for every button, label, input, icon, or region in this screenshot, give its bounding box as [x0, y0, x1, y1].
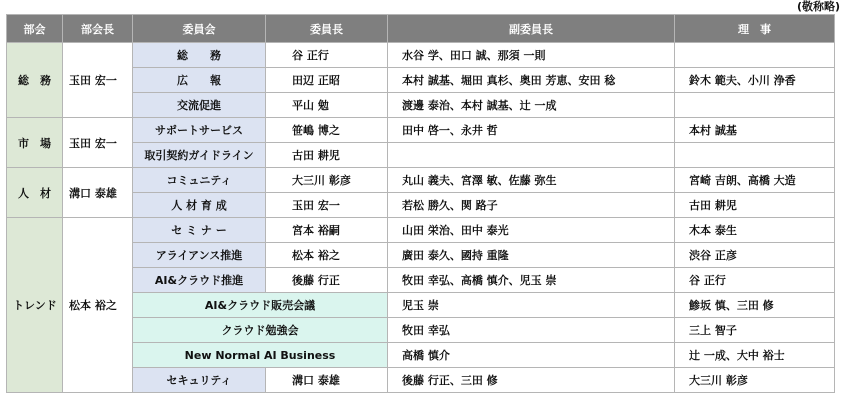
chairperson-cell: 谷 正行	[266, 43, 388, 68]
vice-chair-cell: 後藤 行正、三田 修	[388, 368, 675, 393]
bukai-cell: 人 材	[7, 168, 63, 218]
header-fuku-iincho: 副委員長	[388, 15, 675, 43]
vice-chair-cell: 丸山 義夫、宮澤 敏、佐藤 弥生	[388, 168, 675, 193]
bukai-cell: 総 務	[7, 43, 63, 118]
director-cell	[675, 143, 835, 168]
header-riji: 理 事	[675, 15, 835, 43]
director-cell: 木本 泰生	[675, 218, 835, 243]
committee-cell: セキュリティ	[133, 368, 266, 393]
chairperson-cell: 笹嶋 博之	[266, 118, 388, 143]
committee-cell: コミュニティ	[133, 168, 266, 193]
table-row	[7, 218, 835, 243]
header-bukai: 部会	[7, 15, 63, 43]
bukai-cell: トレンド	[7, 218, 63, 393]
committee-cell: 人 材 育 成	[133, 193, 266, 218]
vice-chair-cell	[388, 143, 675, 168]
director-cell	[675, 43, 835, 68]
director-cell: 本村 誠基	[675, 118, 835, 143]
director-cell: 鈴木 範夫、小川 浄香	[675, 68, 835, 93]
header-iincho: 委員長	[266, 15, 388, 43]
chairperson-cell: 古田 耕児	[266, 143, 388, 168]
director-cell: 谷 正行	[675, 268, 835, 293]
chairperson-cell: 玉田 宏一	[266, 193, 388, 218]
bukaicho-cell: 玉田 宏一	[63, 43, 133, 118]
committee-cell: AI&クラウド推進	[133, 268, 266, 293]
chairperson-cell: 宮本 裕嗣	[266, 218, 388, 243]
committee-cell: アライアンス推進	[133, 243, 266, 268]
committee-cell: 取引契約ガイドライン	[133, 143, 266, 168]
vice-chair-cell: 若松 勝久、関 路子	[388, 193, 675, 218]
director-cell	[675, 93, 835, 118]
organization-table	[6, 14, 835, 393]
chairperson-cell: 溝口 泰雄	[266, 368, 388, 393]
committee-cell: 交流促進	[133, 93, 266, 118]
committee-cell: サポートサービス	[133, 118, 266, 143]
vice-chair-cell: 廣田 泰久、國持 重隆	[388, 243, 675, 268]
director-cell: 渋谷 正彦	[675, 243, 835, 268]
director-cell: 鯵坂 慎、三田 修	[675, 293, 835, 318]
vice-chair-cell: 田中 啓一、永井 哲	[388, 118, 675, 143]
chairperson-cell: 後藤 行正	[266, 268, 388, 293]
director-cell: 古田 耕児	[675, 193, 835, 218]
header-row	[7, 15, 835, 43]
committee-cell: セ ミ ナ ー	[133, 218, 266, 243]
committee-cell: 総 務	[133, 43, 266, 68]
bukaicho-cell: 玉田 宏一	[63, 118, 133, 168]
director-cell: 三上 智子	[675, 318, 835, 343]
honorific-note: (敬称略)	[796, 0, 840, 13]
chairperson-cell: 松本 裕之	[266, 243, 388, 268]
sub-committee-cell: クラウド勉強会	[133, 318, 388, 343]
bukaicho-cell: 松本 裕之	[63, 218, 133, 393]
vice-chair-cell: 牧田 幸弘	[388, 318, 675, 343]
sub-committee-cell: AI&クラウド販売会議	[133, 293, 388, 318]
bukai-cell: 市 場	[7, 118, 63, 168]
chairperson-cell: 田辺 正昭	[266, 68, 388, 93]
chairperson-cell: 平山 勉	[266, 93, 388, 118]
vice-chair-cell: 山田 栄治、田中 泰光	[388, 218, 675, 243]
header-bukaicho: 部会長	[63, 15, 133, 43]
vice-chair-cell: 牧田 幸弘、高橋 慎介、児玉 崇	[388, 268, 675, 293]
vice-chair-cell: 水谷 学、田口 誠、那須 一則	[388, 43, 675, 68]
vice-chair-cell: 本村 誠基、堀田 真杉、奥田 芳恵、安田 稔	[388, 68, 675, 93]
table-row	[7, 43, 835, 68]
director-cell: 宮崎 吉朗、高橋 大造	[675, 168, 835, 193]
vice-chair-cell: 児玉 崇	[388, 293, 675, 318]
vice-chair-cell: 渡邊 泰治、本村 誠基、辻 一成	[388, 93, 675, 118]
chairperson-cell: 大三川 彰彦	[266, 168, 388, 193]
table-row	[7, 118, 835, 143]
vice-chair-cell: 高橋 慎介	[388, 343, 675, 368]
director-cell: 大三川 彰彦	[675, 368, 835, 393]
table-row	[7, 168, 835, 193]
committee-cell: 広 報	[133, 68, 266, 93]
sub-committee-cell: New Normal AI Business	[133, 343, 388, 368]
bukaicho-cell: 溝口 泰雄	[63, 168, 133, 218]
header-iinkai: 委員会	[133, 15, 266, 43]
director-cell: 辻 一成、大中 裕士	[675, 343, 835, 368]
